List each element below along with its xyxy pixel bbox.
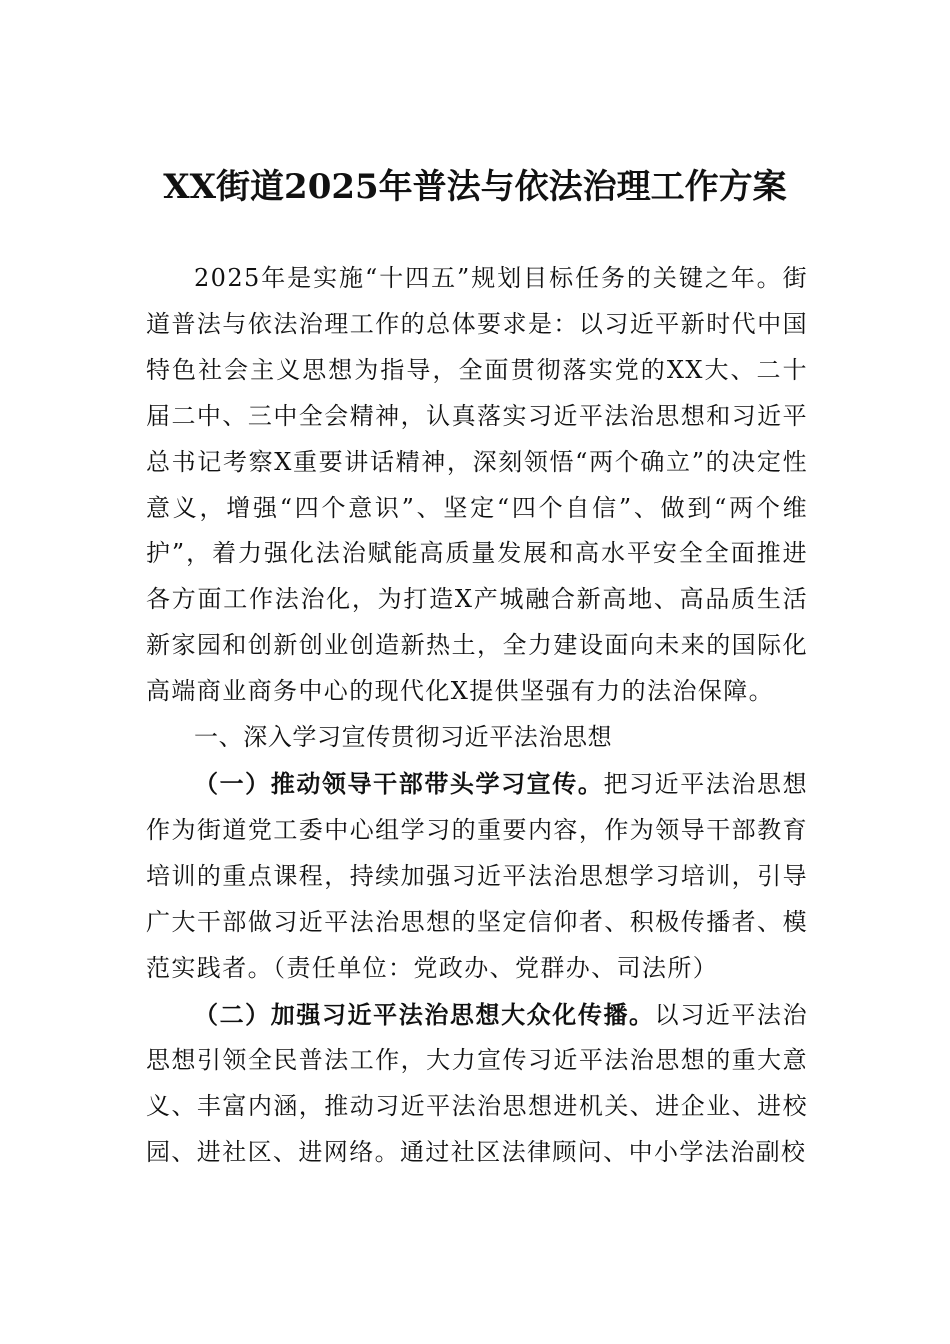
- section-heading: 一、深入学习宣传贯彻习近平法治思想: [194, 723, 613, 752]
- section-item-2: [146, 992, 808, 1177]
- section-item-2-text: 以习近平法治思想引领全民普法工作，大力宣传习近平法治思想的重大意义、丰富内涵，推动习近平法治思想进机关、进企业、进校园、进社区、进网络。通过社区法律顾问、中小学法治副校: [146, 1000, 808, 1167]
- document-title: XX街道2025年普法与依法治理工作方案: [163, 167, 787, 207]
- section-item-1-text: 把习近平法治思想作为街道党工委中心组学习的重要内容，作为领导干部教育培训的重点课程，持续加强习近平法治思想学习培训，引导广大干部做习近平法治思想的坚定信仰者、积极传播者、模范实践者。（责任单位：党政办、党群办、司法所）: [146, 769, 808, 982]
- intro-paragraph: 2025年是实施“十四五”规划目标任务的关键之年。街道普法与依法治理工作的总体要求是：以习近平新时代中国特色社会主义思想为指导，全面贯彻落实党的XX大、二十届二中、三中全会精神，认真落实习近平法治思想和习近平总书记考察X重要讲话精神，深刻领悟“两个确立”的决定性意义，增强“四个意识”、坚定“四个自信”、做到“两个维护”，着力强化法治赋能高质量发展和高水平安全全面推进各方面工作法治化，为打造X产城融合新高地、高品质生活新家园和创新创业创造新热土，全力建设面向未来的国际化高端商业商务中心的现代化X提供坚强有力的法治保障。: [146, 264, 808, 706]
- section-item-1-title: （一）推动领导干部带头学习宣传。: [194, 768, 604, 798]
- section-item-2-title: （二）加强习近平法治思想大众化传播。: [194, 999, 655, 1029]
- document-body: [146, 256, 808, 1176]
- section-item-1: [146, 761, 808, 992]
